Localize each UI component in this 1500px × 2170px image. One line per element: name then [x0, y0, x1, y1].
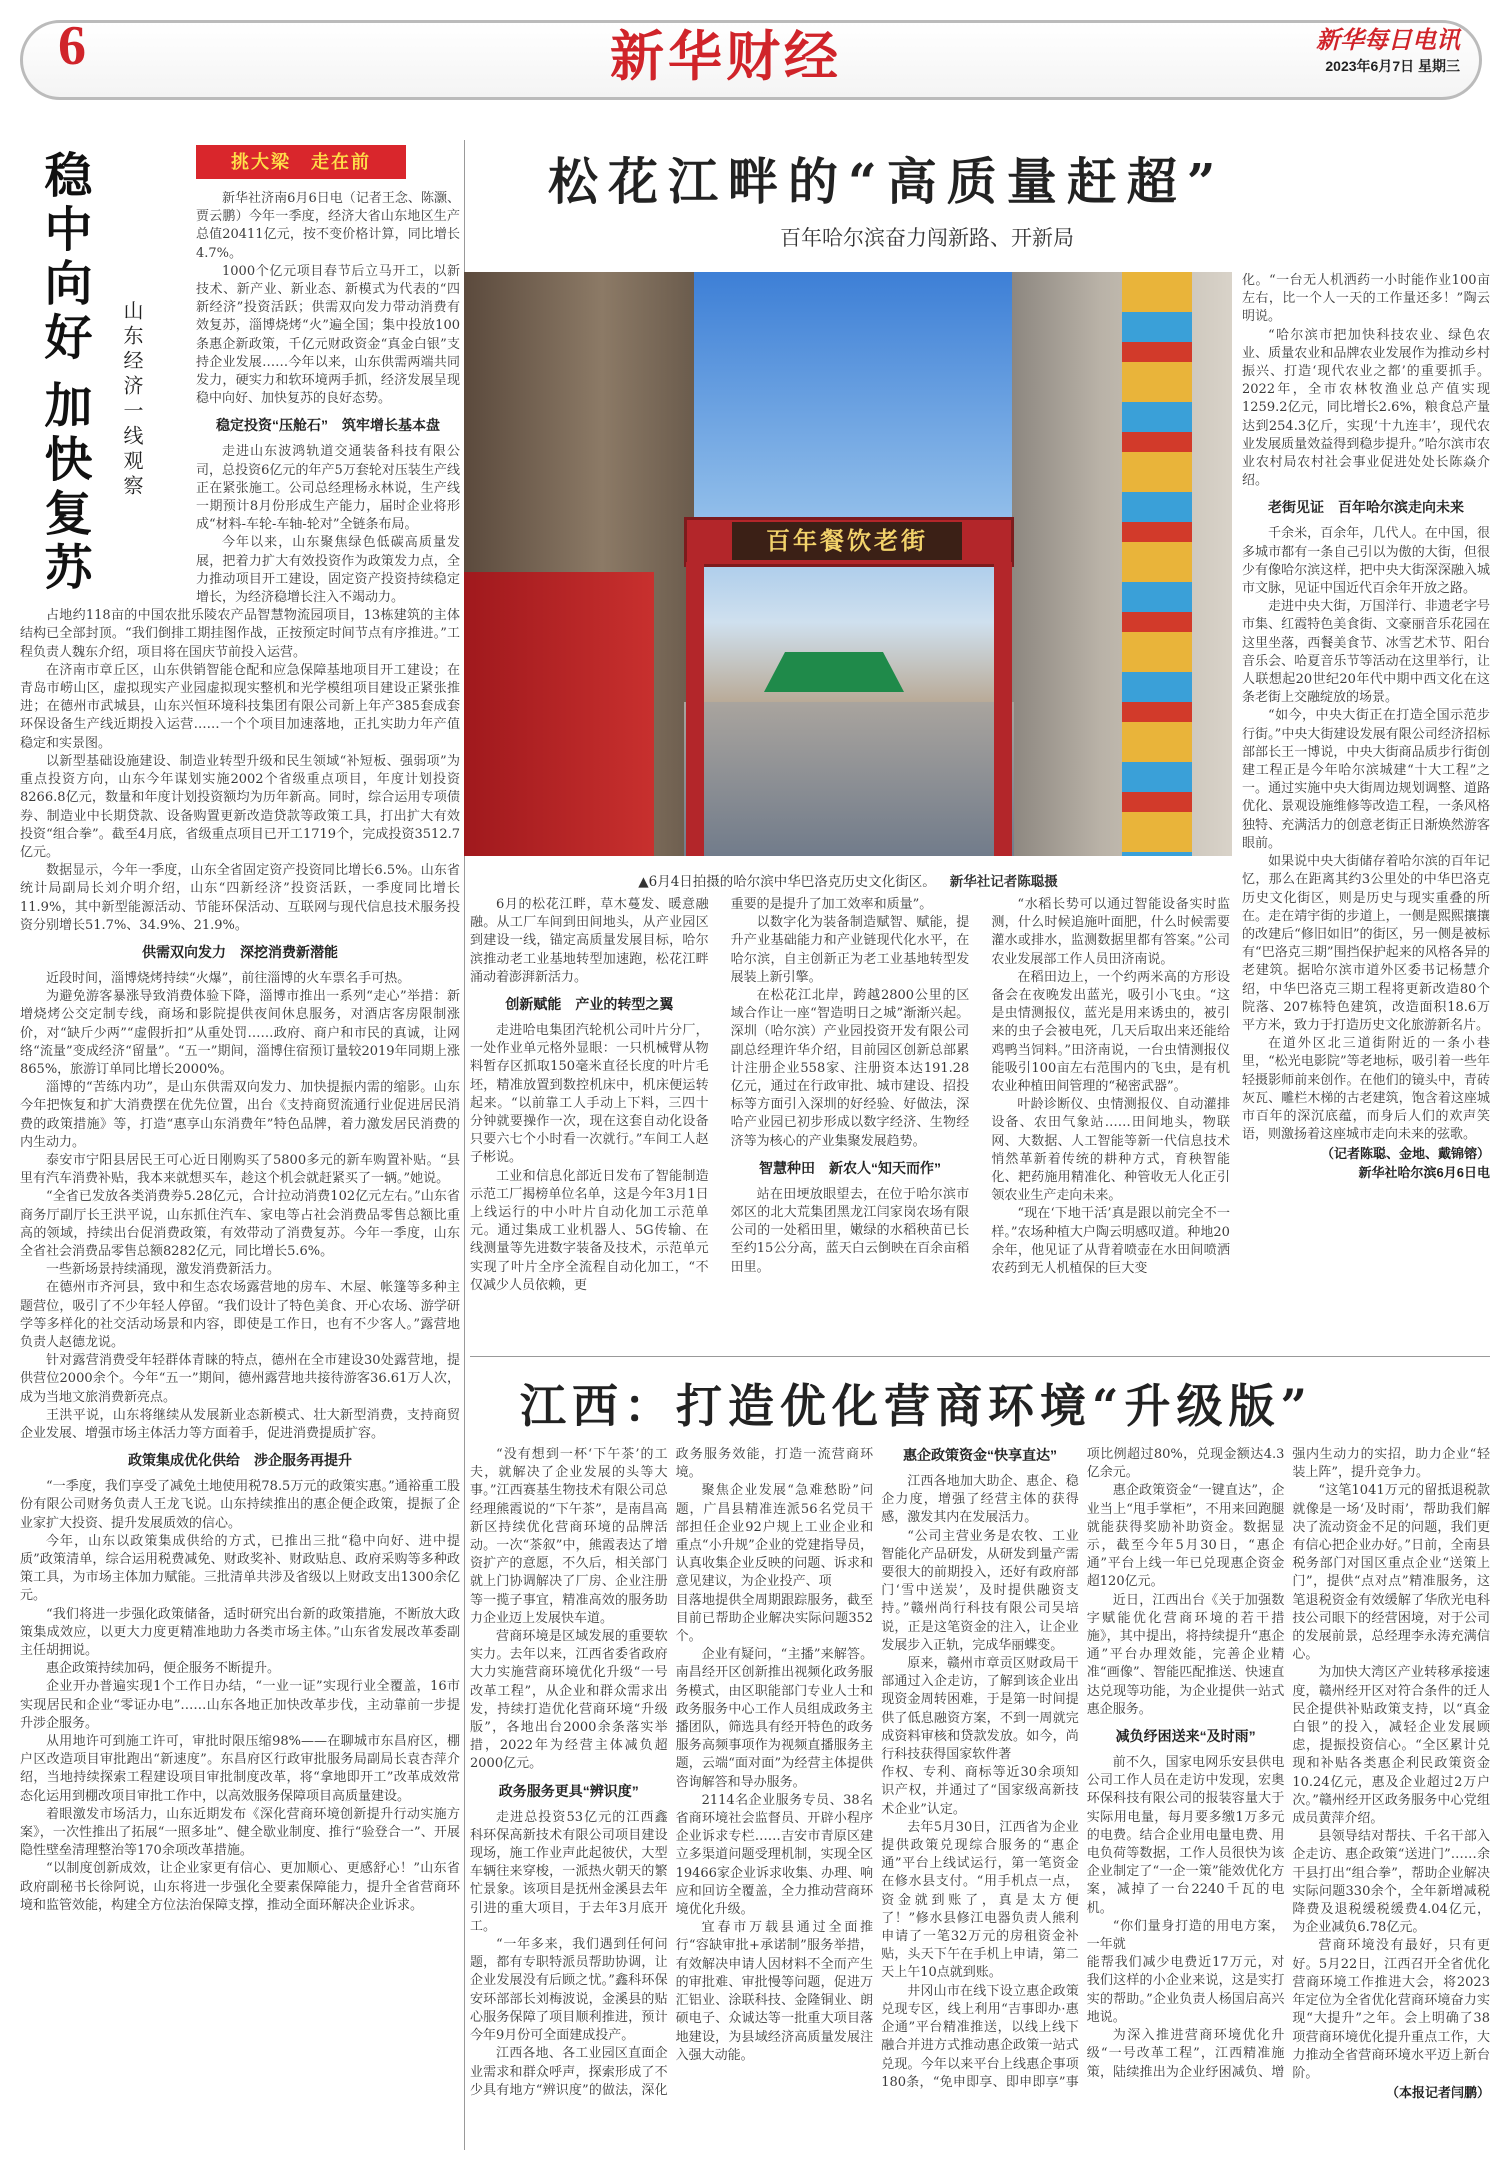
paragraph: “哈尔滨市把加快科技农业、绿色农业、质量农业和品牌农业发展作为推动乡村振兴、打造‘现代农业之都’的重要抓手。2022年，全市农林牧渔业总产值实现1259.2亿元，同比增长2.6%，粮食总产量达到254.3亿斤，实现‘十九连丰’，现代农业发展质量效益得到稳步提升。”哈尔滨市农业农村局农村社会事业促进处处长陈焱介绍。 [1242, 327, 1490, 489]
paragraph: 如果说中央大街储存着哈尔滨的百年记忆，那么在距离其约3公里处的中华巴洛克历史文化街区，则是历史与现实重叠的所在。走在靖宇街的步道上，一侧是熙熙攘攘的改建后“修旧如旧”的街区，另一侧是被标有“巴洛克三期”围挡保护起来的风格各异的老建筑。据哈尔滨市道外区委书记杨慧介绍，中华巴洛克三期工程将更新改造80个院落、207栋特色建筑，改造面积18.6万平方米，致力于打造历史文化旅游新名片。 [1242, 854, 1490, 1033]
paragraph: “我们将进一步强化政策储备，适时研究出台新的政策措施，不断放大政策集成效应，以更大力度更精准地助力各类市场主体。”山东省发展改革委副主任胡拥说。 [20, 1606, 460, 1659]
paragraph: 企业开办普遍实现1个工作日办结，“一业一证”实现行业全覆盖，16市实现居民和企业“零证办电”……山东各地正加快改革步伐，主动靠前一步提升涉企服务。 [20, 1679, 460, 1731]
shandong-headline-2: 加快复苏 [36, 380, 92, 596]
paragraph: 营商环境是区域发展的重要软实力。去年以来，江西省委省政府大力实施营商环境优化升级“一号改革工程”，从企业和群众需求出发，持续打造优化营商环境“升级版”，各地出台2000余条落实举措，2022年为经营主体减负超2000亿元。 [470, 1629, 668, 1772]
shandong-article-body [20, 190, 460, 1915]
paragraph: 惠企政策持续加码，便企服务不断提升。 [46, 1661, 281, 1677]
section-brand: 新华财经 [610, 24, 842, 88]
paragraph: 近段时间，淄博烧烤持续“火爆”，前往淄博的火车票名手可热。 [46, 970, 411, 986]
paragraph: 近日，江西出台《关于加强数字赋能优化营商环境的若干措施》，其中提出，将持续提升“惠企通”平台办理效能，完善企业精准“画像”、智能匹配推送、快速直达兑现等功能，为企业提供一站式惠企服务。 [1086, 1592, 1285, 1717]
paragraph: 目落地提供全周期跟踪服务，截至目前已帮助企业解决实际问题352个。 [675, 1592, 874, 1645]
paragraph: 宜春市万载县通过全面推行“容缺审批+承诺制”服务举措，有效解决申请人因材料不全而产生的审批难、审批慢等问题，促进万汇铝业、涂联科技、金隆铜业、朗硕电子、众诚达等一批重大项目落地建设，为县域经济高质量发展注入强大动能。 [675, 1920, 874, 2063]
subhead: 供需双向发力 深挖消费新潜能 [142, 943, 338, 960]
paragraph: 针对露营消费受年轻群体青睐的特点，德州在全市建设30处露营地，提供营位2000余个。今年“五一”期间，德州露营地共接待游客36.61万人次，成为当地文旅消费新亮点。 [20, 1353, 460, 1405]
paragraph: 一些新场景持续涌现，激发消费新活力。 [46, 1262, 281, 1278]
paragraph: “水稻长势可以通过智能设备实时监测，什么时候追施叶面肥，什么时候需要灌水或排水，监测数据里都有答案。”公司农业发展部工作人员田济南说。 [991, 897, 1230, 967]
paragraph: 营商环境没有最好，只有更好。5月22日，江西召开全省优化营商环境工作推进大会，将2023年定位为全省优化营商环境奋力实现“大提升”之年。会上明确了38项营商环境优化提升重点工作，大力推动全省营商环境水平迈上新台阶。 [1292, 1938, 1490, 2081]
paragraph: 为加快大湾区产业转移承接速度，赣州经开区对符合条件的迁人民企提供补贴政策支持，以“真金白银”的投入，减轻企业发展顾虑，提振投资信心。“全区累计兑现和补贴各类惠企利民政策资金10.24亿元，惠及企业超过2万户次。”赣州经开区政务服务中心党组成员黄萍介绍。 [1292, 1665, 1490, 1827]
paragraph: 企业有疑问，“主播”来解答。南昌经开区创新推出视频化政务服务模式，由区职能部门专业人士和政务服务中心工作人员组成政务主播团队，筛选具有经开特色的政务服务高频事项作为视频直播服务主题，云端“面对面”为经营主体提供咨询解答和导办服务。 [675, 1647, 874, 1790]
paragraph: 在稻田边上，一个约两米高的方形设备会在夜晚发出蓝光，吸引小飞虫。“这是虫情测报仪，蓝光是用来诱虫的，被引来的虫子会被电死，几天后取出来还能给鸡鸭当饲料。”田济南说，一台虫情测报仪能吸引100亩左右范围内的飞虫，是有机农业种植田间管理的“秘密武器”。 [991, 969, 1230, 1095]
paragraph: “全省已发放各类消费券5.28亿元，合计拉动消费102亿元左右。”山东省商务厅副厅长王洪平说，山东抓住汽车、家电等占社会消费品零售总额比重高的领域，持续出台促消费政策，有效带动了消费复苏。今年一季度，山东全省社会消费品零售总额8282亿元，同比增长5.6%。 [20, 1189, 460, 1259]
paragraph: 走进哈电集团汽轮机公司叶片分厂，一处作业单元格外显眼：一只机械臂从物料暂存区抓取150毫米直径长度的叶片毛坯，精准放置到数控机床中，机床便运转起来。“以前靠工人手动上下料，三四十分钟就要操作一次，现在这套自动化设备只要六七个小时看一次就行。”车间工人赵子彬说。 [470, 1023, 709, 1166]
paragraph: 叶龄诊断仪、虫情测报仪、自动灌排设备、农田气象站……田间地头，物联网、大数据、人工智能等新一代信息技术悄然革新着传统的耕种方式，育秧智能化、耙药施用精准化、种管收无人化正引领农业生产走向未来。 [991, 1097, 1230, 1204]
headline-spacer [20, 190, 196, 600]
paragraph: 为避免游客暴涨导致消费体验下降，淄博市推出一系列“走心”举措：新增烧烤公交定制专线，商场和影院提供夜间休息服务，对酒店客房限制涨价，对“缺斤少两”“虚假折扣”从重处罚……政府、商户和市民的真诚，让网络“流量”变成经济“留量”。“五一”期间，淄博住宿预订量较2019年同期上涨865%，旅游订单同比增长2000%。 [20, 989, 460, 1077]
paragraph: 在松花江北岸，跨越2800公里的区域合作让一座“智造明日之城”渐渐兴起。深圳（哈尔滨）产业园投资开发有限公司副总经理许华介绍，目前园区创新总部累计注册企业558家、注册资本达191.28亿元，通过在行政审批、城市建设、招投标等方面引入深圳的好经验、好做法，深哈产业园已初步形成以数字经济、生物经济等为核心的产业集聚发展趋势。 [730, 988, 970, 1149]
paragraph: “一季度，我们享受了减免土地使用税78.5万元的政策实惠。”通裕重工股份有限公司财务负责人王龙飞说。山东持续推出的惠企便企政策，提振了企业家扩大投资、提升发展质效的信心。 [20, 1479, 460, 1531]
photo-caption: ▲6月4日拍摄的哈尔滨中华巴洛克历史文化街区。 新华社记者陈聪摄 [638, 874, 1058, 890]
paragraph: 县领导结对帮扶、千名干部入企走访、惠企政策“送进门”……余干县打出“组合拳”，帮助企业解决实际问题330余个，全年新增减税降费及退税缓税缓费4.04亿元，为企业减负6.78亿元。 [1292, 1829, 1490, 1936]
paragraph: “以制度创新成效，让企业家更有信心、更加顺心、更感舒心！”山东省政府副秘书长徐阿说，山东将进一步强化全要素保障能力，提升全省营商环境和监管效能，构建全方位法治保障支撑，推动全面环解决企业诉求。 [20, 1861, 460, 1913]
paragraph: 1000个亿元项目春节后立马开工，以新技术、新产业、新业态、新模式为代表的“四新经济”投资活跃；供需双向发力带动消费有效复苏，淄博烧烤“火”遍全国；集中投放100条惠企新政策，千亿元财政资金“真金白银”支持企业发展……今年以来，山东供需两端共同发力，硬实力和软环境两手抓，经济发展呈现稳中向好、加快复苏的良好态势。 [196, 263, 460, 407]
paragraph: 从用地许可到施工许可，审批时限压缩98%——在聊城市东昌府区，棚户区改造项目审批跑出“新速度”。东昌府区行政审批服务局副局长袁杏萍介绍，当地持续探索工程建设项目审批制度改革，将“拿地即开工”改革成效常态化运用到棚改项目审批工作中，以高效服务保障项目高质量建设。 [20, 1734, 460, 1804]
subhead: 创新赋能 产业的转型之翼 [505, 996, 674, 1013]
paragraph: 井冈山市在线下设立惠企政策兑现专区，线上利用“吉事即办·惠企通”平台精准推送，以线上线下融合并进方式推动惠企政策一站式兑现。今年以来平台上线惠企事项180条，“免申即享、即申即享”事项比例超过80%，兑现金额达4.3亿余元。 [881, 1447, 1285, 2090]
paragraph: “这笔1041万元的留抵退税款就像是一场‘及时雨’，帮助我们解决了流动资金不足的问题，我们更有信心把企业办好。”日前，全南县税务部门对国区重点企业“送策上门”，提供“点对点”精准服务，这笔退税资金有效缓解了华欣光电科技公司眼下的经营困境，对于公司的发展前景，总经理李永涛充满信心。 [1292, 1483, 1490, 1663]
paragraph: 惠企政策资金“一键直达”，企业当上“甩手掌柜”，不用来回跑腿就能获得奖励补助资金。数据显示，截至今年5月30日，“惠企通”平台上线一年已兑现惠企资金超120亿元。 [1086, 1483, 1285, 1590]
shandong-headline-1: 稳中向好 [36, 150, 92, 366]
paragraph: 去年5月30日，江西省为企业提供政策兑现综合服务的“惠企通”平台上线试运行，第一笔资金在修水县支付。“用手机点一点，资金就到账了，真是太方便了！”修水县修江电器负责人熊利申请了一笔32万元的房租资金补贴，头天下午在手机上申请，第二天上午10点就到账。 [881, 1819, 1079, 1981]
paragraph: 聚焦企业发展“急难愁盼”问题，广昌县精准连派56名党员干部担任企业92户规上工业企业和重点“小升规”企业的党建指导员，认真收集企业反映的问题、诉求和意见建议，为企业投产、项 [675, 1483, 874, 1590]
paragraph: 江西各地、各工业园区直面企业需求和群众呼声，探索形成了不少具有地方“辨识度”的做法，深化政务服务效能，打造一流营商环境。 [470, 1447, 874, 2098]
newspaper-logo: 新华每日电讯 [1316, 25, 1460, 54]
paragraph: 化。“一台无人机洒药一小时能作业100亩左右，比一个人一天的工作量还多！”陶云明说。 [1242, 273, 1490, 325]
jiangxi-columns [470, 1446, 1490, 2102]
subhead: 减负纾困送来“及时雨” [1115, 1728, 1256, 1745]
paragraph: “没有想到一杯‘下午茶’的工夫，就解决了企业发展的头等大事。”江西赛基生物技术有限公司总经理熊霞说的“下午茶”，是南昌高新区持续优化营商环境的品牌活动。一次“茶叙”中，熊霞表达了增资扩产的意愿，不久后，相关部门就上门协调解决了厂房、企业注册等一揽子事宜，精准高效的服务助力企业迈上发展快车道。 [470, 1447, 668, 1626]
subhead: 惠企政策资金“快享直达” [902, 1447, 1057, 1463]
paragraph: 淄博的“苦练内功”，是山东供需双向发力、加快提振内需的缩影。山东今年把恢复和扩大消费摆在优先位置，出台《支持商贸流通行业促进居民消费的政策措施》等，打造“惠享山东消费年”特色品牌，着力激发居民消费的内生动力。 [20, 1080, 460, 1150]
paragraph: 在道外区北三道街附近的一条小巷里，“松光电影院”等老地标，吸引着一些年轻摄影师前来创作。在他们的镜头中，青砖灰瓦、雕栏木梯的古老建筑，饱含着这座城市百年的深沉底蕴，而身后人们的欢声笑语，则激扬着这座城市走向未来的弦歌。 [1242, 1036, 1490, 1143]
subhead: 老街见证 百年哈尔滨走向未来 [1268, 499, 1464, 516]
section-divider [470, 1356, 1490, 1357]
column-tag: 挑大梁 走在前 [196, 145, 406, 179]
jiangxi-byline: （本报记者闫鹏） [1385, 2085, 1490, 2101]
harbin-col-4 [1242, 272, 1490, 1182]
paragraph: 2114名企业服务专员、38名省商环境社会监督员、开辟小程序企业诉求专栏……吉安市青原区建立多渠道问题受理机制，实现全区19466家企业诉求收集、办理、响应和回访全覆盖，全力推动营商环境优化升级。 [675, 1792, 874, 1918]
harbin-street-photo [464, 272, 1232, 856]
page-number: 6 [58, 15, 86, 77]
paragraph: 在济南市章丘区，山东供销智能仓配和应急保障基地项目开工建设；在青岛市崂山区，虚拟现实产业园虚拟现实整机和光学模组项目建设正紧张推进；在德州市武城县，山东兴恒环境科技集团有限公司新上年产385套成套环保设备生产线近期投入运营……一个个项目加速落地，正扎实助力年产值稳定和实景图。 [20, 662, 460, 751]
paragraph: 江西各地加大助企、惠企、稳企力度，增强了经营主体的获得感，激发其内在发展活力。 [881, 1474, 1079, 1526]
paragraph: 泰安市宁阳县居民王可心近日刚购买了5800多元的新车购置补贴。“县里有汽车消费补贴，我本来就想买车，趁这个机会就赶紧买了一辆。”她说。 [20, 1152, 460, 1187]
paragraph: 作权、专利、商标等近30余项知识产权，并通过了“国家级高新技术企业”认定。 [881, 1765, 1079, 1817]
paragraph: 为深入推进营商环境优化升级“一号改革工程”，江西精准施策，陆续推出为企业纾困减负、增强内生动力的实招，助力企业“轻装上阵”，提升竞争力。 [1086, 1447, 1490, 2080]
paragraph: “你们量身打造的用电方案，一年就 [1086, 1918, 1285, 1953]
paragraph: 数据显示，今年一季度，山东全省固定资产投资同比增长6.5%。山东省统计局副局长刘介明介绍，山东“四新经济”投资活跃，一季度同比增长11.9%，其中新型能源活动、节能环保活动、互联网与现代信息技术服务投资分别增长51.7%、34.9%、21.9%。 [20, 863, 460, 933]
paragraph: 以数字化为装备制造赋智、赋能，提升产业基础能力和产业链现代化水平，在哈尔滨，自主创新正为老工业基地转型发展装上新引擎。 [730, 915, 970, 985]
harbin-headline: 松花江畔的“高质量赶超” [548, 152, 1226, 211]
paragraph: “现在‘下地干活’真是跟以前完全不一样。”农场种植大户陶云明感叹道。种地20余年，他见证了从背着喷壶在水田间喷洒农药到无人机植保的巨大变 [991, 1206, 1230, 1277]
paragraph: 走进山东波鸿轨道交通装备科技有限公司，总投资6亿元的年产5万套轮对压装生产线正在紧张施工。公司总经理杨永林说，生产线一期预计8月份形成生产能力，届时企业将形成“材料-车轮-车轴-轮对”全链条布局。 [196, 444, 460, 533]
paragraph: 着眼激发市场活力，山东近期发布《深化营商环境创新提升行动实施方案》，一次性推出了拓展“一照多址”、健全歇业制度、推行“验登合一”、开展隐性壁垒清理整治等170余项改革措施。 [20, 1806, 460, 1859]
subhead: 稳定投资“压舱石” 筑牢增长基本盘 [216, 417, 440, 434]
paragraph: “如今，中央大街正在打造全国示范步行街。”中央大街建设发展有限公司经济招标部部长王一博说，中央大街商品质步行街创建工程正是今年哈尔滨城建“十大工程”之一。通过实施中央大街周边规划调整、道路优化、景观设施维修等改造工程，一条风格独特、充满活力的创意老街正日渐焕然游客眼前。 [1242, 708, 1490, 851]
paragraph: 重要的是提升了加工效率和质量”。 [730, 897, 933, 912]
paragraph: 王洪平说，山东将继续从发展新业态新模式、壮大新型消费，支持商贸企业发展、增强市场主体活力等方面着手，促进消费提质扩容。 [20, 1407, 460, 1441]
harbin-byline: （记者陈聪、金地、戴锦镕） 新华社哈尔滨6月6日电 [1320, 1146, 1490, 1181]
subhead: 智慧种田 新农人“知天而作” [758, 1159, 941, 1176]
paragraph: 走进总投资53亿元的江西鑫科环保高新技术有限公司项目建设现场，施工作业声此起彼伏，大型车辆往来穿梭，一派热火朝天的繁忙景象。该项目是抚州金溪县去年引进的重大项目，于去年3月底开工。 [470, 1809, 668, 1934]
paragraph: “一年多来，我们遇到任何问题，都有专职特派员帮助协调，让企业发展没有后顾之忧。”鑫科环保安环部部长刘梅波说，金溪县的贴心服务保障了项目顺利推进，预计今年9月份可全面建成投产。 [470, 1937, 668, 2044]
paragraph: 走进中央大街，万国洋行、非遗老字号市集、红霞特色美食街、文豪丽音乐花园在这里坐落，西餐美食节、冰雪艺术节、阳台音乐会、哈夏音乐节等活动在这里举行，让人联想起20世纪20年代中期中西文化在这条老街上交融绽放的场景。 [1242, 599, 1490, 706]
harbin-subtitle: 百年哈尔滨奋力闯新路、开新局 [780, 226, 1074, 250]
paragraph: 千余米，百余年，几代人。在中国，很多城市都有一条自己引以为傲的大街，但很少有像哈尔滨这样，把中央大街深深融入城市文脉，见证中国近代百余年开放之路。 [1242, 526, 1490, 597]
subhead: 政策集成优化供给 涉企服务再提升 [128, 1452, 352, 1469]
paragraph: 新华社济南6月6日电（记者王念、陈灏、贾云鹏）今年一季度，经济大省山东地区生产总值20411亿元，按不变价格计算，同比增长4.7%。 [196, 191, 460, 261]
harbin-columns [470, 896, 1230, 1295]
paragraph: 原来，赣州市章贡区财政局干部通过入企走访，了解到该企业出现资金周转困难，于是第一时间提供了低息融资方案，不到一周就完成资料审核和贷款发放。如今，尚行科技获得国家软件著 [881, 1656, 1079, 1763]
paragraph: 前不久，国家电网乐安县供电公司工作人员在走访中发现，宏奥环保科技有限公司的报装容量大于实际用电量，每月要多缴1万多元的电费。结合企业用电量电费、用电负荷等数据，工作人员很快为该企业制定了“一企一策”能效优化方案，减掉了一台2240千瓦的电机。 [1086, 1755, 1285, 1916]
paragraph: 以新型基础设施建设、制造业转型升级和民生领域“补短板、强弱项”为重点投资方向，山东今年谋划实施2002个省级重点项目，年度计划投资8266.8亿元，数量和年度计划投资额均为历年新高。同时，综合运用专项债券、制造业中长期贷款、设备购置更新改造贷款等政策工具，打出扩大有效投资“组合拳”。截至4月底，省级重点项目已开工1719个，完成投资3512.7亿元。 [20, 753, 460, 860]
photo-arch-sign: 百年餐饮老街 [732, 522, 962, 560]
paragraph: 6月的松花江畔，草木蔓发、暖意融融。从工厂车间到田间地头，从产业园区到建设一线，锚定高质量发展目标，哈尔滨推动老工业基地转型加速跑，松花江畔涌动着澎湃新活力。 [470, 897, 709, 985]
paragraph: 今年以来，山东聚焦绿色低碳高质量发展，把着力扩大有效投资作为政策发力点，全力推动项目开工建设，固定资产投资持续稳定增长，为经济稳增长注入不竭动力。 [196, 535, 460, 606]
subhead: 政务服务更具“辨识度” [498, 1782, 639, 1799]
issue-date: 2023年6月7日 星期三 [1325, 58, 1460, 74]
jiangxi-headline: 江西：打造优化营商环境“升级版” [520, 1379, 1313, 1433]
paragraph: 占地约118亩的中国农批乐陵农产品智慧物流园项目，13栋建筑的主体结构已全部封顶。“我们倒排工期挂图作战，正按预定时间节点有序推进。”工程负责人魏东介绍，项目将在国庆节前投入运营。 [20, 608, 460, 660]
paragraph: 能帮我们减少电费近17万元，对我们这样的小企业来说，这是实打实的帮助。”企业负责人杨国启高兴地说。 [1086, 1955, 1285, 2025]
shandong-subtitle: 山东经济一线观察 [120, 300, 144, 500]
paragraph: 在德州市齐河县，致中和生态农场露营地的房车、木屋、帐篷等多种主题营位，吸引了不少年轻人停留。“我们设计了特色美食、开心农场、游学研学等多样化的社交活动场景和内容，即使是工作日，也有不少客人。”露营地负责人赵德龙说。 [20, 1280, 460, 1350]
paragraph: 今年，山东以政策集成供给的方式，已推出三批“稳中向好、进中提质”政策清单，综合运用税费减免、财政奖补、财政贴息、政府采购等多种政策工具，为市场主体加力赋能。三批清单共涉及省级以上财政支出1300余亿元。 [20, 1533, 460, 1604]
paragraph: 工业和信息化部近日发布了智能制造示范工厂揭榜单位名单，这是今年3月1日上线运行的中小叶片自动化加工示范单元。通过集成工业机器人、5G传输、在线测量等先进数字装备及技术，示范单元实现了叶片全序全流程自动化加工，“不仅减少人员依赖，更 [470, 1168, 709, 1293]
paragraph: “公司主营业务是农牧、工业智能化产品研发，从研发到量产需要很大的前期投入，还好有政府部门‘雪中送炭’，及时提供融资支持。”赣州尚行科技有限公司吴培说，正是这笔资金的注入，让企业发展步入正轨，完成华丽蝶变。 [881, 1528, 1079, 1653]
paragraph: 站在田埂放眼望去，在位于哈尔滨市郊区的北大荒集团黑龙江闫家岗农场有限公司的一处稻田里，嫩绿的水稻秧苗已长至约15公分高，蓝天白云倒映在百余亩稻田里。 [730, 1186, 970, 1275]
